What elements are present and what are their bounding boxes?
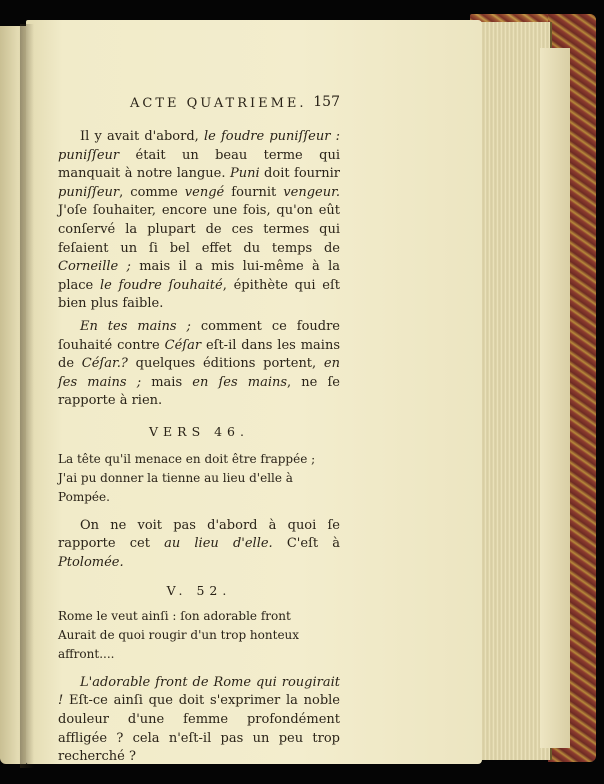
italic-run: vengeur. <box>283 184 340 200</box>
italic-run: L'adorable front de Rome qui rougirait ! <box>58 674 340 709</box>
text-run: , épithète qui eſt bien plus faible. <box>58 277 340 312</box>
italic-run: Puni <box>229 166 260 182</box>
paragraph-3 <box>58 517 340 573</box>
text-run: , ne ſe rapporte à rien. <box>58 374 341 409</box>
italic-run: Céſar.? <box>81 356 128 372</box>
text-run: eſt-il dans les mains de <box>58 337 340 372</box>
verse-line: J'ai pu donner la tienne au lieu d'elle à Pompée. <box>58 470 293 504</box>
text-run: fournit <box>224 184 284 200</box>
paragraph-4 <box>58 674 340 767</box>
text-run: On ne voit pas d'abord à quoi ſe rapporte cet <box>58 517 340 552</box>
page-block-inner <box>540 48 570 748</box>
section-heading-vers-46: VERS 46. <box>149 423 249 439</box>
paragraph-2 <box>58 318 340 411</box>
italic-run: puniſſeur <box>58 184 120 200</box>
text-run: comment ce foudre ſouhaité contre <box>58 318 340 353</box>
italic-run: le foudre puniſſeur : puniſſeur <box>58 129 340 163</box>
italic-run: Céſar <box>164 337 202 353</box>
italic-run: En tes mains ; <box>80 318 191 334</box>
gutter-shadow <box>20 24 34 768</box>
verse-line: Aurait de quoi rougir d'un trop honteux affront.... <box>58 627 300 661</box>
paragraph-1 <box>58 128 340 314</box>
italic-run: en ſes mains ; <box>58 356 340 390</box>
text-run: , comme <box>119 184 185 200</box>
text-run: J'oſe ſouhaiter, encore une fois, qu'on eût conſervé la plupart de ces termes qui feſaient un ſi bel effet du temps de <box>58 203 340 256</box>
text-run: était un beau terme qui manquait à notre langue. <box>58 147 340 182</box>
text-run: Il y avait d'abord, <box>80 129 204 144</box>
text-run: doit fournir <box>259 166 340 182</box>
section-heading-v-52: V. 52. <box>166 583 232 599</box>
italic-run: Ptolomée. <box>58 554 124 570</box>
italic-run: le foudre ſouhaité <box>99 277 223 293</box>
text-run: quelques éditions portent, <box>127 356 324 372</box>
text-run: Eſt-ce ainſi que doit s'exprimer la noble douleur d'une femme profondément affligée ? cela n'eſt-il pas un peu trop recherché ? <box>58 693 340 765</box>
italic-run: Corneille ; <box>58 259 131 275</box>
italic-run: au lieu d'elle. <box>164 536 273 552</box>
text-run: mais il a mis lui-même à la place <box>58 259 341 293</box>
running-head <box>130 96 340 111</box>
verse-line: Rome le veut ainſi : ſon adorable front <box>58 608 291 623</box>
page-text <box>58 128 340 767</box>
text-run: mais <box>141 374 193 390</box>
italic-run: vengé <box>184 184 225 200</box>
verse-line: La tête qu'il menace en doit être frappée ; <box>58 451 316 466</box>
verse-quote-2 <box>58 607 340 664</box>
running-head-title: ACTE QUATRIEME. <box>130 96 307 111</box>
page-number: 157 <box>313 94 340 110</box>
italic-run: en ſes mains <box>192 374 288 390</box>
verse-quote-1 <box>58 450 340 507</box>
text-run: C'eſt à <box>272 536 341 552</box>
